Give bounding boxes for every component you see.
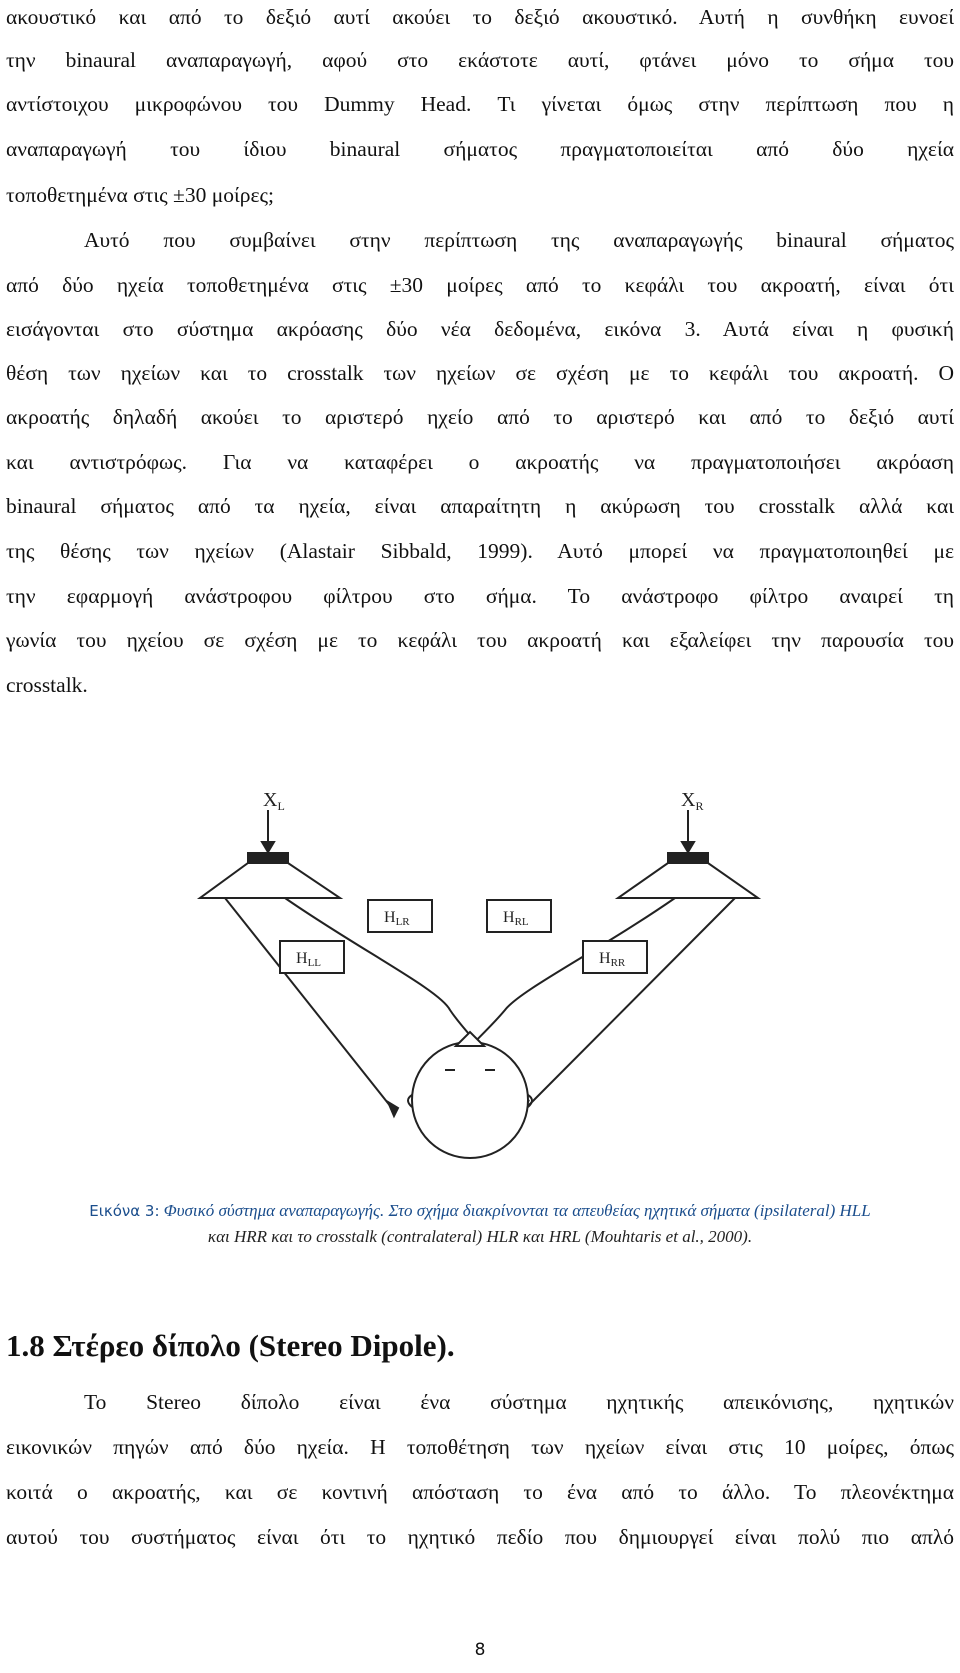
paragraph-line: γωνία του ηχείου σε σχέση με το κεφάλι του ακροατή και εξαλείφει την παρουσία του	[6, 628, 954, 652]
paragraph-line: θέση των ηχείων και το crosstalk των ηχείων σε σχέση με το κεφάλι του ακροατή. Ο	[6, 361, 954, 385]
listener-nose	[456, 1032, 484, 1046]
paragraph-line: την binaural αναπαραγωγή, αφού στο εκάστοτε αυτί, φτάνει μόνο το σήμα του	[6, 48, 954, 72]
paragraph-line: από δύο ηχεία τοποθετημένα στις ±30 μοίρες από το κεφάλι του ακροατή, είναι ότι	[6, 273, 954, 297]
input-left-label: $X_L$	[263, 789, 285, 813]
h-rl-label: HRL	[503, 909, 529, 928]
h-lr-label: HLR	[384, 909, 410, 928]
caption-text: Φυσικό σύστημα αναπαραγωγής. Στο σχήμα διακρίνονται τα απευθείας ηχητικά σήματα (ipsilateral) HLL	[159, 1201, 871, 1220]
reproduction-system-diagram	[0, 770, 960, 1190]
paragraph-line: και αντιστρόφως. Για να καταφέρει ο ακροατής να πραγματοποιήσει ακρόαση	[6, 450, 954, 474]
speaker-right-cone	[618, 863, 758, 898]
paragraph-line: αυτού του συστήματος είναι ότι το ηχητικό πεδίο που δημιουργεί είναι πολύ πιο απλό	[6, 1525, 954, 1549]
paragraph-line: αναπαραγωγή του ίδιου binaural σήματος πραγματοποιείται από δύο ηχεία	[6, 137, 954, 161]
paragraph-line: τοποθετημένα στις ±30 μοίρες;	[6, 183, 275, 207]
path-ll-head	[388, 1102, 398, 1116]
speaker-left-cone	[200, 863, 340, 898]
h-rr-label: HRR	[599, 950, 626, 969]
section-heading: 1.8 Στέρεο δίπολο (Stereo Dipole).	[6, 1328, 455, 1363]
speaker-left-magnet	[248, 853, 288, 863]
paragraph-line: κοιτά ο ακροατής, και σε κοντινή απόσταση το ένα από το άλλο. Το πλεονέκτημα	[6, 1480, 954, 1504]
paragraph-line: binaural σήματος από τα ηχεία, είναι απαραίτητη η ακύρωση του crosstalk αλλά και	[6, 494, 954, 518]
paragraph-line: Το Stereo δίπολο είναι ένα σύστημα ηχητικής απεικόνισης, ηχητικών	[84, 1390, 954, 1414]
input-arrow-right-head	[682, 842, 694, 852]
paragraph-line: ακροατής δηλαδή ακούει το αριστερό ηχείο από το αριστερό και από το δεξιό αυτί	[6, 405, 954, 429]
input-right-label: $X_R$	[681, 789, 704, 813]
paragraph-line: εικονικών πηγών από δύο ηχεία. Η τοποθέτηση των ηχείων είναι στις 10 μοίρες, όπως	[6, 1435, 954, 1459]
page-number: 8	[474, 1640, 486, 1660]
paragraph-line: την εφαρμογή ανάστροφου φίλτρου στο σήμα. Το ανάστροφο φίλτρο αναιρεί τη	[6, 584, 954, 608]
paragraph-line: της θέσης των ηχείων (Alastair Sibbald, 1999). Αυτό μπορεί να πραγματοποιηθεί με	[6, 539, 954, 563]
figure-caption-line-2: και HRR και το crosstalk (contralateral) HLR και HRL (Mouhtaris et al., 2000).	[207, 1227, 753, 1246]
listener-head	[412, 1042, 528, 1158]
caption-lead: Εικόνα 3:	[89, 1202, 160, 1220]
input-arrow-left-head	[262, 842, 274, 852]
paragraph-line: crosstalk.	[6, 673, 88, 697]
paragraph-line: εισάγονται στο σύστημα ακρόασης δύο νέα δεδομένα, εικόνα 3. Αυτά είναι η φυσική	[6, 317, 954, 341]
figure-caption-line-1	[0, 1200, 960, 1222]
path-rr	[522, 898, 735, 1112]
paragraph-line: αντίστοιχου μικροφώνου του Dummy Head. Τι γίνεται όμως στην περίπτωση που η	[6, 92, 954, 116]
speaker-right-magnet	[668, 853, 708, 863]
h-ll-label: HLL	[296, 950, 322, 969]
paragraph-line: ακουστικό και από το δεξιό αυτί ακούει το δεξιό ακουστικό. Αυτή η συνθήκη ευνοεί	[6, 5, 954, 29]
paragraph-line: Αυτό που συμβαίνει στην περίπτωση της αναπαραγωγής binaural σήματος	[84, 228, 954, 252]
